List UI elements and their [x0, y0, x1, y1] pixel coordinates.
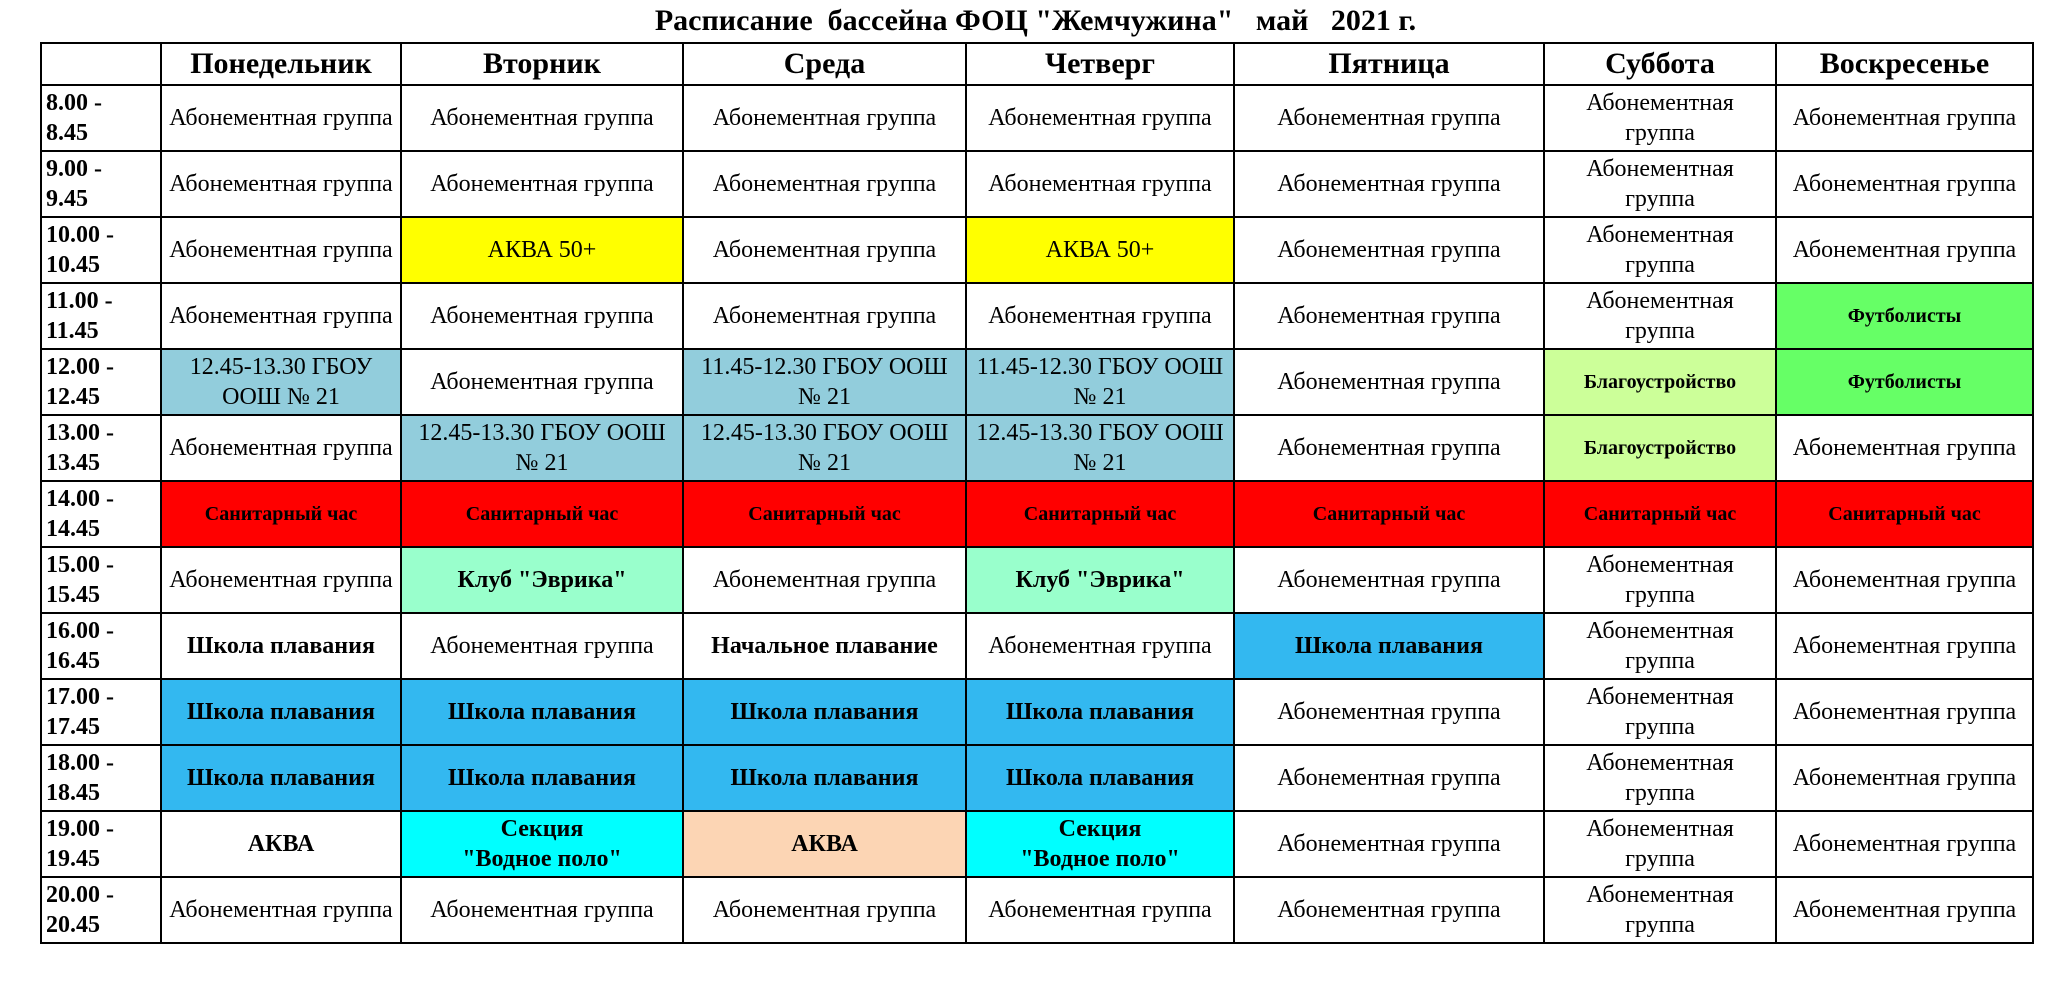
- schedule-cell: Абонементная группа: [161, 85, 401, 151]
- schedule-cell: АКВА 50+: [966, 217, 1234, 283]
- schedule-cell: 11.45-12.30 ГБОУ ООШ № 21: [683, 349, 966, 415]
- schedule-cell: Абонементная группа: [683, 283, 966, 349]
- schedule-cell: Абонементная группа: [1544, 217, 1776, 283]
- schedule-cell: Школа плавания: [683, 745, 966, 811]
- schedule-cell: Абонементная группа: [683, 217, 966, 283]
- schedule-cell: Абонементная группа: [1234, 217, 1544, 283]
- time-slot: 12.00 - 12.45: [41, 349, 161, 415]
- schedule-cell: Абонементная группа: [1776, 547, 2033, 613]
- schedule-cell: 12.45-13.30 ГБОУ ООШ № 21: [161, 349, 401, 415]
- table-row: [41, 151, 2033, 217]
- schedule-cell: Санитарный час: [1234, 481, 1544, 547]
- schedule-body: [41, 85, 2033, 943]
- schedule-cell: Начальное плавание: [683, 613, 966, 679]
- schedule-cell: Абонементная группа: [1544, 547, 1776, 613]
- time-slot: 8.00 - 8.45: [41, 85, 161, 151]
- schedule-cell: Абонементная группа: [161, 217, 401, 283]
- schedule-cell: Абонементная группа: [1234, 811, 1544, 877]
- schedule-cell: Абонементная группа: [161, 415, 401, 481]
- table-row: [41, 481, 2033, 547]
- time-slot: 10.00 - 10.45: [41, 217, 161, 283]
- table-row: [41, 349, 2033, 415]
- schedule-cell: Школа плавания: [401, 745, 683, 811]
- schedule-cell: Клуб "Эврика": [401, 547, 683, 613]
- header-row: [41, 43, 2033, 85]
- schedule-cell: Школа плавания: [401, 679, 683, 745]
- schedule-cell: Абонементная группа: [161, 283, 401, 349]
- schedule-cell: Абонементная группа: [1544, 613, 1776, 679]
- schedule-cell: Абонементная группа: [1544, 811, 1776, 877]
- schedule-cell: Благоустройство: [1544, 349, 1776, 415]
- time-slot: 15.00 - 15.45: [41, 547, 161, 613]
- schedule-cell: Футболисты: [1776, 349, 2033, 415]
- schedule-cell: Абонементная группа: [1544, 745, 1776, 811]
- schedule-cell: Абонементная группа: [401, 85, 683, 151]
- schedule-cell: Абонементная группа: [1776, 877, 2033, 943]
- schedule-cell: Абонементная группа: [683, 877, 966, 943]
- schedule-cell: Школа плавания: [161, 679, 401, 745]
- schedule-cell: Школа плавания: [683, 679, 966, 745]
- table-row: [41, 217, 2033, 283]
- schedule-cell: Абонементная группа: [1234, 547, 1544, 613]
- header-cell: Понедельник: [161, 43, 401, 85]
- time-slot: 18.00 - 18.45: [41, 745, 161, 811]
- schedule-cell: Абонементная группа: [1234, 745, 1544, 811]
- schedule-cell: Абонементная группа: [401, 349, 683, 415]
- schedule-cell: Абонементная группа: [1776, 415, 2033, 481]
- schedule-cell: Абонементная группа: [161, 151, 401, 217]
- schedule-cell: Абонементная группа: [1234, 151, 1544, 217]
- schedule-cell: АКВА: [683, 811, 966, 877]
- schedule-cell: Абонементная группа: [966, 85, 1234, 151]
- time-slot: 16.00 - 16.45: [41, 613, 161, 679]
- schedule-cell: Абонементная группа: [1776, 85, 2033, 151]
- table-row: [41, 283, 2033, 349]
- time-slot: 9.00 - 9.45: [41, 151, 161, 217]
- schedule-cell: Школа плавания: [1234, 613, 1544, 679]
- schedule-cell: Секция "Водное поло": [966, 811, 1234, 877]
- schedule-cell: 11.45-12.30 ГБОУ ООШ № 21: [966, 349, 1234, 415]
- time-slot: 17.00 - 17.45: [41, 679, 161, 745]
- schedule-cell: Школа плавания: [161, 745, 401, 811]
- schedule-cell: Клуб "Эврика": [966, 547, 1234, 613]
- header-cell: Пятница: [1234, 43, 1544, 85]
- schedule-cell: 12.45-13.30 ГБОУ ООШ № 21: [683, 415, 966, 481]
- schedule-cell: Секция "Водное поло": [401, 811, 683, 877]
- schedule-cell: Абонементная группа: [1776, 151, 2033, 217]
- schedule-cell: Абонементная группа: [1234, 283, 1544, 349]
- schedule-cell: Абонементная группа: [1544, 283, 1776, 349]
- schedule-cell: Футболисты: [1776, 283, 2033, 349]
- schedule-cell: Абонементная группа: [401, 613, 683, 679]
- schedule-cell: Абонементная группа: [1776, 679, 2033, 745]
- header-cell: Суббота: [1544, 43, 1776, 85]
- table-row: [41, 85, 2033, 151]
- schedule-cell: Абонементная группа: [401, 877, 683, 943]
- schedule-cell: Абонементная группа: [1776, 811, 2033, 877]
- schedule-cell: Абонементная группа: [401, 283, 683, 349]
- schedule-cell: Абонементная группа: [161, 877, 401, 943]
- table-row: [41, 745, 2033, 811]
- header-cell: [41, 43, 161, 85]
- schedule-cell: Абонементная группа: [683, 547, 966, 613]
- schedule-cell: Санитарный час: [1544, 481, 1776, 547]
- schedule-cell: 12.45-13.30 ГБОУ ООШ № 21: [401, 415, 683, 481]
- schedule-cell: Школа плавания: [966, 745, 1234, 811]
- schedule-cell: АКВА 50+: [401, 217, 683, 283]
- schedule-cell: Абонементная группа: [1544, 151, 1776, 217]
- schedule-cell: Школа плавания: [161, 613, 401, 679]
- schedule-cell: Абонементная группа: [1234, 415, 1544, 481]
- table-row: [41, 547, 2033, 613]
- schedule-cell: Абонементная группа: [1544, 679, 1776, 745]
- header-cell: Среда: [683, 43, 966, 85]
- time-slot: 19.00 - 19.45: [41, 811, 161, 877]
- table-row: [41, 679, 2033, 745]
- table-row: [41, 415, 2033, 481]
- schedule-cell: Школа плавания: [966, 679, 1234, 745]
- schedule-cell: Абонементная группа: [1544, 877, 1776, 943]
- schedule-cell: Абонементная группа: [683, 151, 966, 217]
- time-slot: 14.00 - 14.45: [41, 481, 161, 547]
- schedule-cell: Абонементная группа: [1234, 85, 1544, 151]
- schedule-cell: Абонементная группа: [966, 877, 1234, 943]
- schedule-cell: Абонементная группа: [161, 547, 401, 613]
- schedule-cell: Абонементная группа: [1776, 217, 2033, 283]
- page-title: Расписание бассейна ФОЦ "Жемчужина" май 2021 г.: [654, 4, 1417, 37]
- schedule-cell: Абонементная группа: [966, 151, 1234, 217]
- table-row: [41, 811, 2033, 877]
- time-slot: 13.00 - 13.45: [41, 415, 161, 481]
- schedule-cell: Абонементная группа: [683, 85, 966, 151]
- schedule-cell: 12.45-13.30 ГБОУ ООШ № 21: [966, 415, 1234, 481]
- schedule-cell: Санитарный час: [401, 481, 683, 547]
- header-cell: Вторник: [401, 43, 683, 85]
- time-slot: 11.00 - 11.45: [41, 283, 161, 349]
- schedule-cell: Санитарный час: [1776, 481, 2033, 547]
- schedule-cell: Благоустройство: [1544, 415, 1776, 481]
- schedule-cell: Абонементная группа: [966, 613, 1234, 679]
- schedule-cell: Абонементная группа: [401, 151, 683, 217]
- schedule-cell: Абонементная группа: [1234, 679, 1544, 745]
- schedule-cell: Абонементная группа: [1776, 745, 2033, 811]
- table-row: [41, 877, 2033, 943]
- header-cell: Четверг: [966, 43, 1234, 85]
- schedule-cell: Абонементная группа: [1776, 613, 2033, 679]
- header-cell: Воскресенье: [1776, 43, 2033, 85]
- schedule-table: [40, 42, 2034, 944]
- table-row: [41, 613, 2033, 679]
- schedule-cell: Абонементная группа: [966, 283, 1234, 349]
- schedule-cell: Санитарный час: [966, 481, 1234, 547]
- schedule-cell: Абонементная группа: [1544, 85, 1776, 151]
- schedule-cell: Абонементная группа: [1234, 349, 1544, 415]
- schedule-cell: Абонементная группа: [1234, 877, 1544, 943]
- schedule-cell: АКВА: [161, 811, 401, 877]
- schedule-cell: Санитарный час: [683, 481, 966, 547]
- time-slot: 20.00 - 20.45: [41, 877, 161, 943]
- schedule-cell: Санитарный час: [161, 481, 401, 547]
